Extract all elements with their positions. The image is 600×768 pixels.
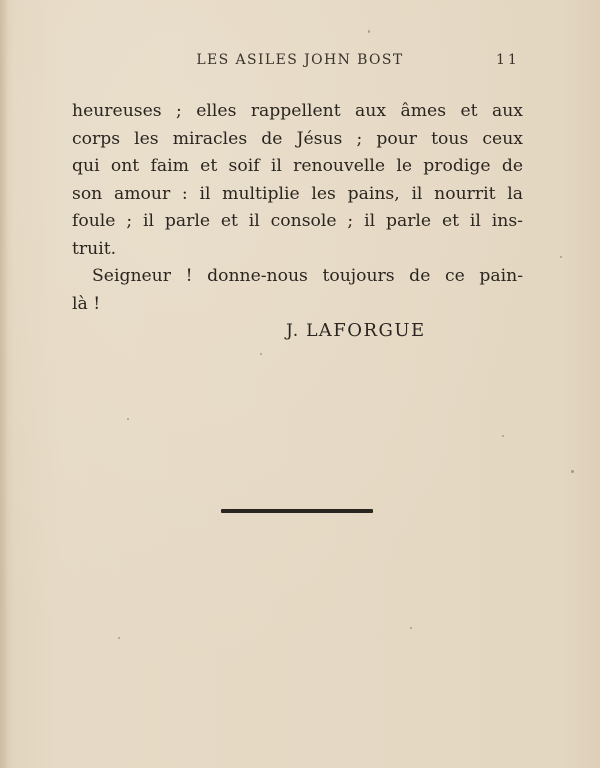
text-line: corps les miracles de Jésus ; pour tous ceux xyxy=(72,128,523,149)
paper-speck xyxy=(571,470,574,473)
text-line: là ! xyxy=(72,293,101,314)
running-head xyxy=(0,52,600,72)
text-line: qui ont faim et soif il renouvelle le prodige de xyxy=(72,156,523,176)
page-number: 11 xyxy=(496,52,520,68)
text-line: truit. xyxy=(72,238,117,259)
end-rule xyxy=(221,509,373,513)
body-text xyxy=(72,98,523,318)
running-title: LES ASILES JOHN BOST xyxy=(196,52,404,68)
paper-speck xyxy=(368,30,370,33)
text-line: heureuses ; elles rappellent aux âmes et aux xyxy=(72,101,523,121)
paper-speck xyxy=(502,435,504,437)
signature-surname: AFORGUE xyxy=(318,320,426,341)
signature-initial: J. L xyxy=(286,321,319,341)
text-line: foule ; il parle et il console ; il parle et il ins- xyxy=(72,211,523,231)
text-line: son amour : il multiplie les pains, il nourrit la xyxy=(72,183,523,204)
text-line: Seigneur ! donne-nous toujours de ce pain- xyxy=(92,266,523,286)
paper-speck xyxy=(560,256,562,258)
paper-speck xyxy=(260,353,262,355)
paper-speck xyxy=(127,418,129,420)
paper-speck xyxy=(410,627,412,629)
author-signature xyxy=(286,320,426,341)
page-spine-shadow xyxy=(0,0,8,768)
paper-speck xyxy=(118,637,120,639)
